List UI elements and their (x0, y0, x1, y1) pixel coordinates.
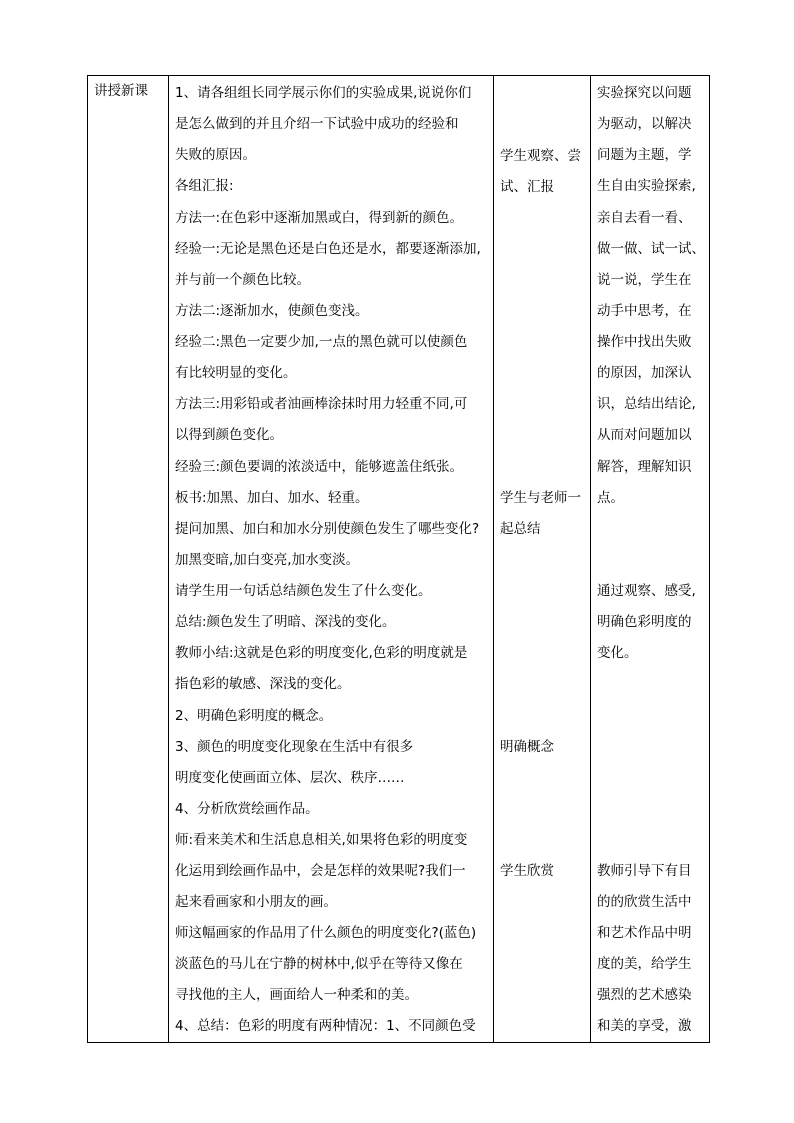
intent-line: 动手中思考，在 (597, 303, 692, 319)
student-activity-cell (494, 76, 591, 1043)
intent-line: 通过观察、感受, (597, 583, 696, 599)
intent-line: 强烈的艺术感染 (597, 987, 692, 1003)
intent-line: 和美的享受，激 (597, 1018, 692, 1034)
content-line: 经验三:颜色要调的浓淡适中，能够遮盖住纸张。 (175, 459, 464, 475)
content-line: 总结:颜色发生了明暗、深浅的变化。 (175, 614, 396, 630)
activity-line: 学生欣赏 (500, 863, 554, 879)
activity-line: 学生与老师一 (500, 490, 581, 506)
activity-line: 明确概念 (500, 739, 554, 755)
intent-line: 生自由实验探索, (597, 178, 696, 194)
intent-line: 为驱动，以解决 (597, 116, 692, 132)
content-line: 是怎么做到的并且介绍一下试验中成功的经验和 (175, 116, 459, 132)
content-line: 提问加黑、加白和加水分别使颜色发生了哪些变化? (175, 521, 480, 537)
content-line: 指色彩的敏感、深浅的变化。 (175, 676, 351, 692)
intent-line: 教师引导下有目 (597, 863, 692, 879)
content-line: 板书:加黑、加白、加水、轻重。 (175, 490, 369, 506)
content-line: 4、总结：色彩的明度有两种情况：1、不同颜色受 (175, 1018, 476, 1034)
content-line: 方法一:在色彩中逐渐加黑或白，得到新的颜色。 (175, 210, 464, 226)
content-line: 师:看来美术和生活息息相关,如果将色彩的明度变 (175, 832, 468, 848)
intent-line: 做一做、试一试、 (597, 241, 705, 257)
content-line: 经验二:黑色一定要少加,一点的黑色就可以使颜色 (175, 334, 468, 350)
intent-line: 的的欣赏生活中 (597, 894, 692, 910)
content-line: 明度变化使画面立体、层次、秩序…… (175, 770, 405, 786)
intent-line: 度的美，给学生 (597, 956, 692, 972)
content-line: 教师小结:这就是色彩的明度变化,色彩的明度就是 (175, 645, 468, 661)
content-line: 师这幅画家的作品用了什么颜色的明度变化?(蓝色) (175, 925, 477, 941)
intent-line: 变化。 (597, 645, 638, 661)
content-line: 失败的原因。 (175, 147, 256, 163)
intent-line: 和艺术作品中明 (597, 925, 692, 941)
content-line: 4、分析欣赏绘画作品。 (175, 801, 319, 817)
intent-line: 识，总结出结论, (597, 396, 696, 412)
content-line: 有比较明显的变化。 (175, 365, 297, 381)
activity-line: 学生观察、尝 (500, 148, 581, 164)
table-row (88, 76, 710, 1043)
intent-line: 问题为主题，学 (597, 147, 692, 163)
content-line: 方法二:逐渐加水，使颜色变浅。 (175, 303, 369, 319)
content-line: 并与前一个颜色比较。 (175, 272, 310, 288)
content-line: 2、明确色彩明度的概念。 (175, 708, 333, 724)
content-line: 各组汇报: (175, 178, 234, 194)
content-line: 寻找他的主人，画面给人一种柔和的美。 (175, 987, 418, 1003)
intent-line: 操作中找出失败 (597, 334, 692, 350)
teaching-content-cell (169, 76, 494, 1043)
intent-line: 亲自去看一看、 (597, 210, 692, 226)
intent-line: 从而对问题加以 (597, 427, 692, 443)
content-line: 1、请各组组长同学展示你们的实验成果,说说你们 (175, 85, 472, 101)
content-line: 起来看画家和小朋友的画。 (175, 894, 337, 910)
content-line: 经验一:无论是黑色还是白色还是水，都要逐渐添加, (175, 241, 481, 257)
intent-line: 实验探究以问题 (597, 85, 692, 101)
intent-line: 说一说，学生在 (597, 272, 692, 288)
section-label: 讲授新课 (94, 83, 148, 99)
activity-line: 试、汇报 (500, 179, 554, 195)
content-line: 3、颜色的明度变化现象在生活中有很多 (175, 739, 414, 755)
intent-line: 解答，理解知识 (597, 459, 692, 475)
activity-line: 起总结 (500, 521, 541, 537)
section-label-cell (88, 76, 169, 1043)
content-line: 化运用到绘画作品中，会是怎样的效果呢?我们一 (175, 863, 466, 879)
content-line: 淡蓝色的马儿在宁静的树林中,似乎在等待又像在 (175, 956, 463, 972)
design-intent-cell (591, 76, 710, 1043)
intent-line: 点。 (597, 490, 624, 506)
content-line: 请学生用一句话总结颜色发生了什么变化。 (175, 583, 432, 599)
content-line: 加黑变暗,加白变亮,加水变淡。 (175, 552, 360, 568)
intent-line: 的原因，加深认 (597, 365, 692, 381)
content-line: 以得到颜色变化。 (175, 427, 283, 443)
intent-line: 明确色彩明度的 (597, 614, 692, 630)
content-line: 方法三:用彩铅或者油画棒涂抹时用力轻重不同,可 (175, 396, 468, 412)
lesson-plan-table (87, 75, 710, 1043)
